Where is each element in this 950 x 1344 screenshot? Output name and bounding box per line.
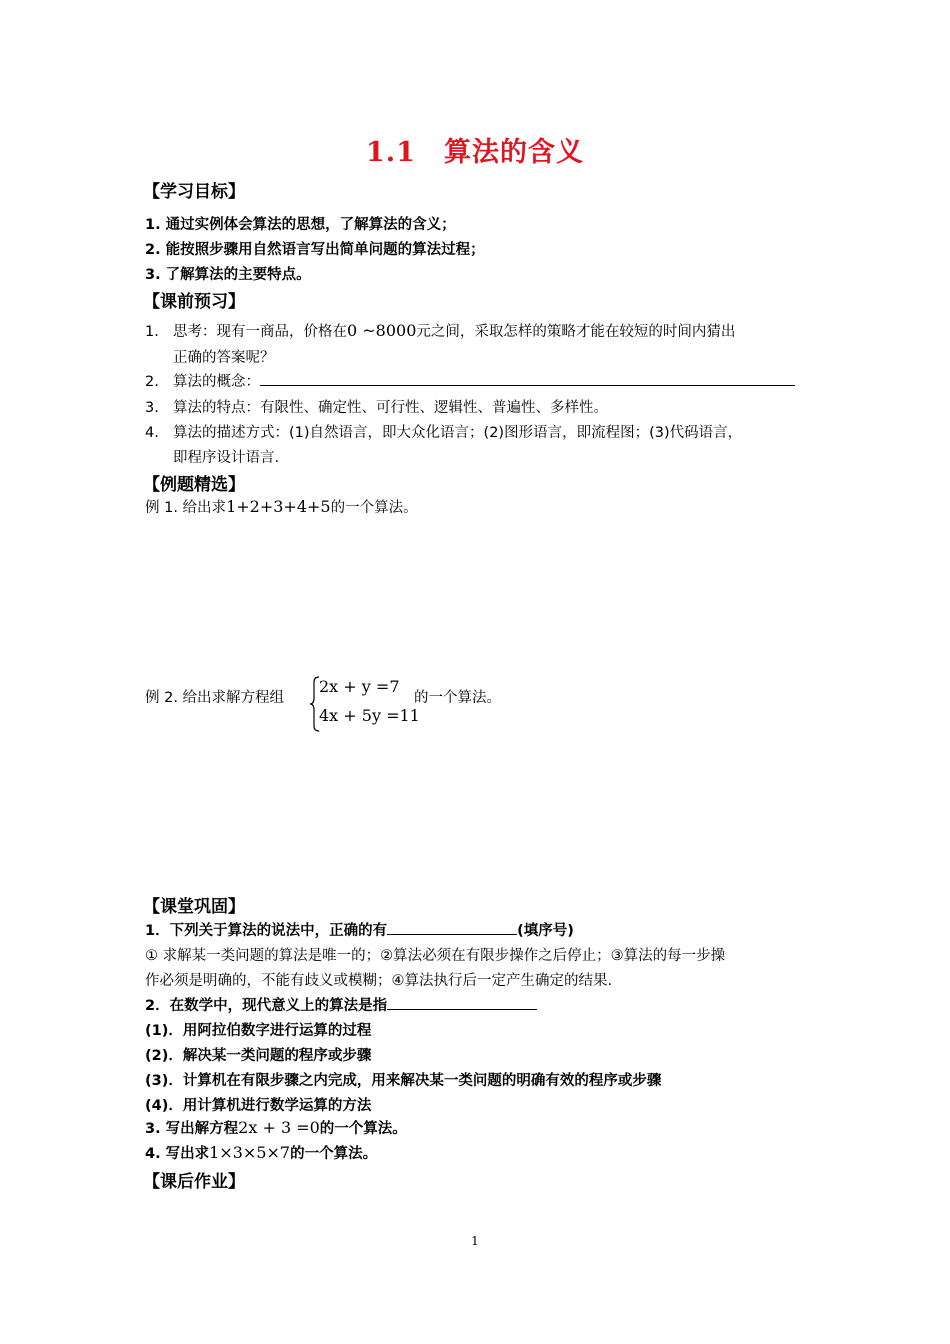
section-examples: 【例题精选】	[143, 475, 245, 495]
preview-item-1: 1. 思考：现有一商品，价格在0 ~8000元之间，采取怎样的策略才能在较短的时间内猜出	[145, 321, 736, 340]
title-number: 1.1	[366, 137, 416, 168]
objective-2: 2. 能按照步骤用自然语言写出简单问题的算法过程；	[145, 242, 485, 258]
equation-system	[309, 676, 419, 732]
preview-item-4: 4. 算法的描述方式：(1)自然语言，即大众化语言；(2)图形语言，即流程图；(3)代码语言，	[145, 425, 743, 441]
q2-option-1: (1)．用阿拉伯数字进行运算的过程	[145, 1023, 372, 1039]
equation-2: 4x + 5y =11	[319, 706, 420, 725]
q2-answer-blank[interactable]	[387, 995, 537, 1010]
preview-item-2: 2. 算法的概念：	[145, 370, 795, 391]
title-text: 算法的含义	[443, 137, 584, 168]
product-expression-math: 1×3×5×7	[209, 1143, 291, 1162]
q1-answer-blank[interactable]	[387, 920, 517, 935]
practice-q1-line1: ① 求解某一类问题的算法是唯一的；②算法必须在有限步操作之后停止；③算法的每一步操	[145, 948, 726, 964]
objective-1: 1. 通过实例体会算法的思想，了解算法的含义；	[145, 217, 456, 233]
preview-item-1-cont: 正确的答案呢？	[173, 350, 275, 366]
practice-q1: 1．下列关于算法的说法中，正确的有 (填序号)	[145, 919, 574, 940]
section-homework: 【课后作业】	[143, 1172, 245, 1192]
equation-1: 2x + y =7	[319, 677, 400, 696]
section-practice: 【课堂巩固】	[143, 897, 245, 917]
practice-q2: 2．在数学中，现代意义上的算法是指	[145, 994, 537, 1015]
page-number: 1	[471, 1234, 479, 1248]
preview-item-3: 3. 算法的特点：有限性、确定性、可行性、逻辑性、普遍性、多样性。	[145, 400, 608, 416]
q2-option-4: (4)．用计算机进行数学运算的方法	[145, 1098, 372, 1114]
objective-3: 3. 了解算法的主要特点。	[145, 267, 311, 283]
preview-item-1-number: 1.	[145, 324, 159, 340]
section-objectives: 【学习目标】	[143, 182, 245, 202]
example-2-label: 例 2. 给出求解方程组	[145, 690, 285, 706]
q2-option-3: (3)．计算机在有限步骤之内完成，用来解决某一类问题的明确有效的程序或步骤	[145, 1073, 662, 1089]
q2-option-2: (2)．解决某一类问题的程序或步骤	[145, 1048, 372, 1064]
practice-q4: 4. 写出求1×3×5×7的一个算法。	[145, 1143, 378, 1162]
practice-q3: 3. 写出解方程2x + 3 =0的一个算法。	[145, 1118, 407, 1137]
practice-q1-line2: 作必须是明确的，不能有歧义或模糊；④算法执行后一定产生确定的结果.	[145, 973, 613, 989]
example-2-suffix: 的一个算法。	[414, 690, 501, 706]
preview-item-4-cont: 即程序设计语言.	[173, 450, 280, 466]
section-preview: 【课前预习】	[143, 292, 245, 312]
example-1: 例 1. 给出求1+2+3+4+5的一个算法。	[145, 497, 418, 516]
concept-answer-blank[interactable]	[260, 371, 795, 386]
sum-expression-math: 1+2+3+4+5	[226, 497, 331, 516]
price-range-math: 0 ~8000	[347, 321, 417, 340]
page-title	[0, 130, 950, 169]
linear-equation-math: 2x + 3 =0	[238, 1118, 320, 1137]
